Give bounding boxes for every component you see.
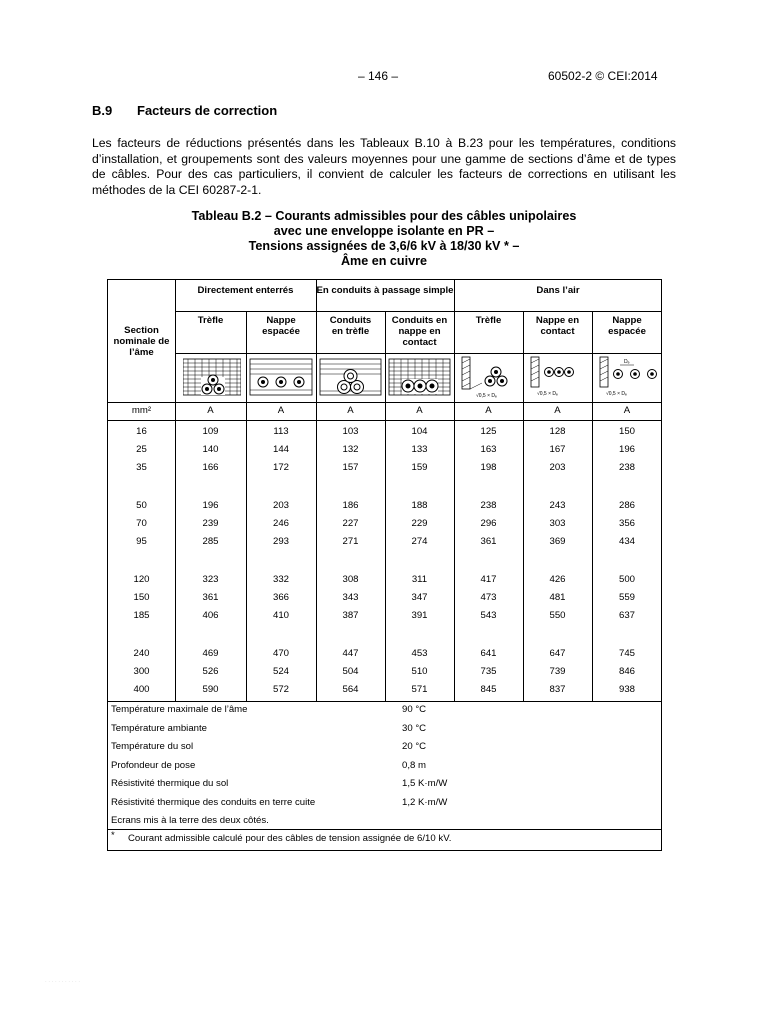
current-cell: 140 <box>202 444 219 455</box>
group-header-direct: Directement enterrés <box>197 285 294 296</box>
current-cell: 846 <box>618 666 635 677</box>
section-cell: 70 <box>136 518 147 529</box>
current-cell: 332 <box>272 574 289 585</box>
current-cell: 469 <box>202 648 219 659</box>
current-cell: 144 <box>272 444 289 455</box>
section-cell: 95 <box>136 536 147 547</box>
current-cell: 347 <box>411 592 428 603</box>
current-cell: 938 <box>618 684 635 695</box>
current-cell: 104 <box>411 426 428 437</box>
current-cell: 391 <box>411 610 428 621</box>
section-cell: 35 <box>136 462 147 473</box>
current-cell: 504 <box>342 666 359 677</box>
section-title: Facteurs de correction <box>137 103 278 118</box>
current-cell: 311 <box>411 574 428 585</box>
group-header-conduits: En conduits à passage simple <box>316 285 454 296</box>
current-cell: 285 <box>202 536 219 547</box>
current-cell: 303 <box>549 518 566 529</box>
table-title-line: avec une enveloppe isolante en PR – <box>273 224 495 238</box>
current-cell: 745 <box>618 648 635 659</box>
current-cell: 166 <box>202 462 219 473</box>
current-cell: 227 <box>342 518 359 529</box>
unit-cell: A <box>207 405 214 416</box>
footnote-mark: * <box>111 830 115 841</box>
grid-line <box>108 402 662 403</box>
condition-label: Température maximale de l’âme <box>111 704 248 715</box>
condition-value: 1,2 K·m/W <box>402 796 448 808</box>
condition-value: 20 °C <box>402 741 427 752</box>
grid-line <box>108 420 662 421</box>
current-cell: 229 <box>411 518 428 529</box>
sub-header: Nappe espacée <box>262 315 300 337</box>
current-cell: 103 <box>342 426 359 437</box>
current-cell: 647 <box>549 648 566 659</box>
table-title-line: Âme en cuivre <box>340 254 428 268</box>
sub-header: Conduits en nappe en contact <box>391 315 448 348</box>
current-cell: 128 <box>549 426 566 437</box>
current-cell: 296 <box>480 518 497 529</box>
table-title-line: Tensions assignées de 3,6/6 kV à 18/30 kV * – <box>248 239 520 253</box>
figure-label: Dₑ <box>624 359 630 365</box>
current-cell: 550 <box>549 610 566 621</box>
current-cell: 637 <box>618 610 635 621</box>
current-cell: 526 <box>202 666 219 677</box>
condition-label: Résistivité thermique du sol <box>111 778 229 789</box>
grid-line <box>454 280 455 702</box>
current-cell: 369 <box>549 536 566 547</box>
grid-line <box>175 280 176 702</box>
footer-mark: . . . . . . . . . . . <box>45 978 81 984</box>
current-cell: 470 <box>272 648 289 659</box>
col-header-section: Section nominale de l’âme <box>113 325 170 358</box>
sub-header: Nappe espacée <box>608 315 646 337</box>
current-cell: 564 <box>342 684 359 695</box>
unit-cell: A <box>416 405 423 416</box>
current-cell: 133 <box>411 444 428 455</box>
current-cell: 159 <box>411 462 428 473</box>
section-cell: 25 <box>136 444 147 455</box>
current-cell: 113 <box>273 426 289 437</box>
current-cell: 198 <box>480 462 497 473</box>
current-cell: 473 <box>480 592 497 603</box>
unit-cell: A <box>554 405 561 416</box>
figure-buried-flat-spaced <box>249 357 313 397</box>
current-cell: 196 <box>618 444 635 455</box>
current-cell: 453 <box>411 648 428 659</box>
current-cell: 167 <box>549 444 566 455</box>
section-cell: 16 <box>136 426 147 437</box>
current-cell: 417 <box>480 574 497 585</box>
current-cell: 735 <box>480 666 497 677</box>
table-title-line: Tableau B.2 – Courants admissibles pour des câbles unipolaires <box>191 209 577 223</box>
current-cell: 366 <box>272 592 289 603</box>
current-cell: 323 <box>202 574 219 585</box>
grid-line <box>108 701 662 702</box>
footnote-text: Courant admissible calculé pour des câbles de tension assignée de 6/10 kV. <box>128 833 452 844</box>
figure-conduits-flat-touching <box>388 357 451 397</box>
current-cell: 590 <box>202 684 219 695</box>
figure-label: √0,5 × Dₑ <box>606 391 627 397</box>
current-cell: 150 <box>618 426 635 437</box>
current-cell: 293 <box>272 536 289 547</box>
sub-header: Trèfle <box>197 315 224 326</box>
condition-label: Résistivité thermique des conduits en terre cuite <box>111 796 316 808</box>
current-cell: 510 <box>411 666 428 677</box>
section-number: B.9 <box>92 103 113 118</box>
current-cell: 196 <box>202 500 219 511</box>
current-cell: 271 <box>342 536 359 547</box>
standard-reference: 60502-2 © CEI:2014 <box>548 69 658 83</box>
sub-header: Conduits en trèfle <box>329 315 372 337</box>
current-cell: 641 <box>480 648 497 659</box>
current-cell: 286 <box>618 500 635 511</box>
table-title <box>92 209 676 269</box>
section-cell: 150 <box>133 592 150 603</box>
section-cell: 50 <box>136 500 147 511</box>
current-cell: 500 <box>618 574 635 585</box>
condition-value: 90 °C <box>402 704 427 715</box>
unit-cell: A <box>623 405 631 416</box>
current-cell: 524 <box>272 666 289 677</box>
figure-buried-trefoil <box>183 357 241 397</box>
current-cell: 406 <box>202 610 219 621</box>
current-cell: 361 <box>202 592 219 603</box>
current-cell: 125 <box>480 426 497 437</box>
unit-cell: mm² <box>131 405 152 416</box>
current-cell: 274 <box>411 536 428 547</box>
figure-air-trefoil <box>460 355 518 399</box>
current-cell: 739 <box>549 666 566 677</box>
current-cell: 172 <box>272 462 289 473</box>
current-cell: 845 <box>480 684 497 695</box>
intro-paragraph: Les facteurs de réductions présentés dans les Tableaux B.10 à B.23 pour les températures, conditions d’installation, et groupements sont des valeurs moyennes pour une gamme de sections d’âme et de types de câbles. Pour des cas particuliers, il convient de calculer les facteurs de corrections en utilisant les méthodes de la CEI 60287-2-1. <box>92 136 676 197</box>
figure-air-flat-touching <box>529 355 587 399</box>
current-cell: 447 <box>342 648 359 659</box>
current-cell: 387 <box>342 610 359 621</box>
current-cell: 837 <box>549 684 566 695</box>
section-cell: 240 <box>133 648 150 659</box>
current-cell: 157 <box>342 462 359 473</box>
unit-cell: A <box>277 405 285 416</box>
condition-label: Température du sol <box>111 741 194 752</box>
current-cell: 203 <box>272 500 289 511</box>
figure-air-flat-spaced <box>598 355 658 399</box>
current-cell: 239 <box>202 518 219 529</box>
unit-cell: A <box>485 405 492 416</box>
current-cell: 109 <box>202 426 219 437</box>
condition-value: 30 °C <box>402 722 427 734</box>
page-number: – 146 – <box>358 69 399 83</box>
current-cell: 559 <box>618 592 635 603</box>
section-cell: 120 <box>133 574 150 585</box>
condition-value: 1,5 K·m/W <box>402 778 448 789</box>
grid-line <box>175 311 662 312</box>
section-cell: 185 <box>133 610 150 621</box>
condition-label: Ecrans mis à la terre des deux côtés. <box>111 815 269 826</box>
current-cell: 308 <box>342 574 359 585</box>
current-cell: 410 <box>272 610 289 621</box>
condition-label: Température ambiante <box>111 722 207 734</box>
current-cell: 238 <box>618 462 635 473</box>
current-cell: 481 <box>549 592 566 603</box>
current-cell: 572 <box>272 684 289 695</box>
current-cell: 246 <box>272 518 289 529</box>
current-cell: 361 <box>480 536 497 547</box>
current-cell: 571 <box>411 684 428 695</box>
sub-header: Trèfle <box>475 315 502 326</box>
unit-cell: A <box>347 405 354 416</box>
current-cell: 188 <box>411 500 428 511</box>
current-cell: 426 <box>549 574 566 585</box>
current-cell: 434 <box>618 536 635 547</box>
condition-label: Profondeur de pose <box>111 759 196 771</box>
current-cell: 132 <box>342 444 359 455</box>
current-cell: 203 <box>549 462 566 473</box>
section-cell: 300 <box>133 666 150 677</box>
current-cell: 238 <box>480 500 497 511</box>
current-cell: 343 <box>342 592 359 603</box>
figure-label: √0,5 × Dₑ <box>476 393 497 399</box>
current-cell: 356 <box>618 518 635 529</box>
condition-value: 0,8 m <box>402 759 426 771</box>
grid-line <box>316 280 317 702</box>
current-cell: 243 <box>549 500 566 511</box>
grid-line <box>175 353 662 354</box>
figure-conduits-trefoil <box>319 357 382 397</box>
section-cell: 400 <box>133 684 150 695</box>
sub-header: Nappe en contact <box>535 315 580 337</box>
current-cell: 163 <box>480 444 497 455</box>
ampacity-table <box>107 279 662 851</box>
grid-line <box>108 829 662 830</box>
group-header-air: Dans l’air <box>536 285 580 296</box>
figure-label: √0,5 × Dₑ <box>537 391 558 397</box>
current-cell: 543 <box>480 610 497 621</box>
current-cell: 186 <box>342 500 359 511</box>
